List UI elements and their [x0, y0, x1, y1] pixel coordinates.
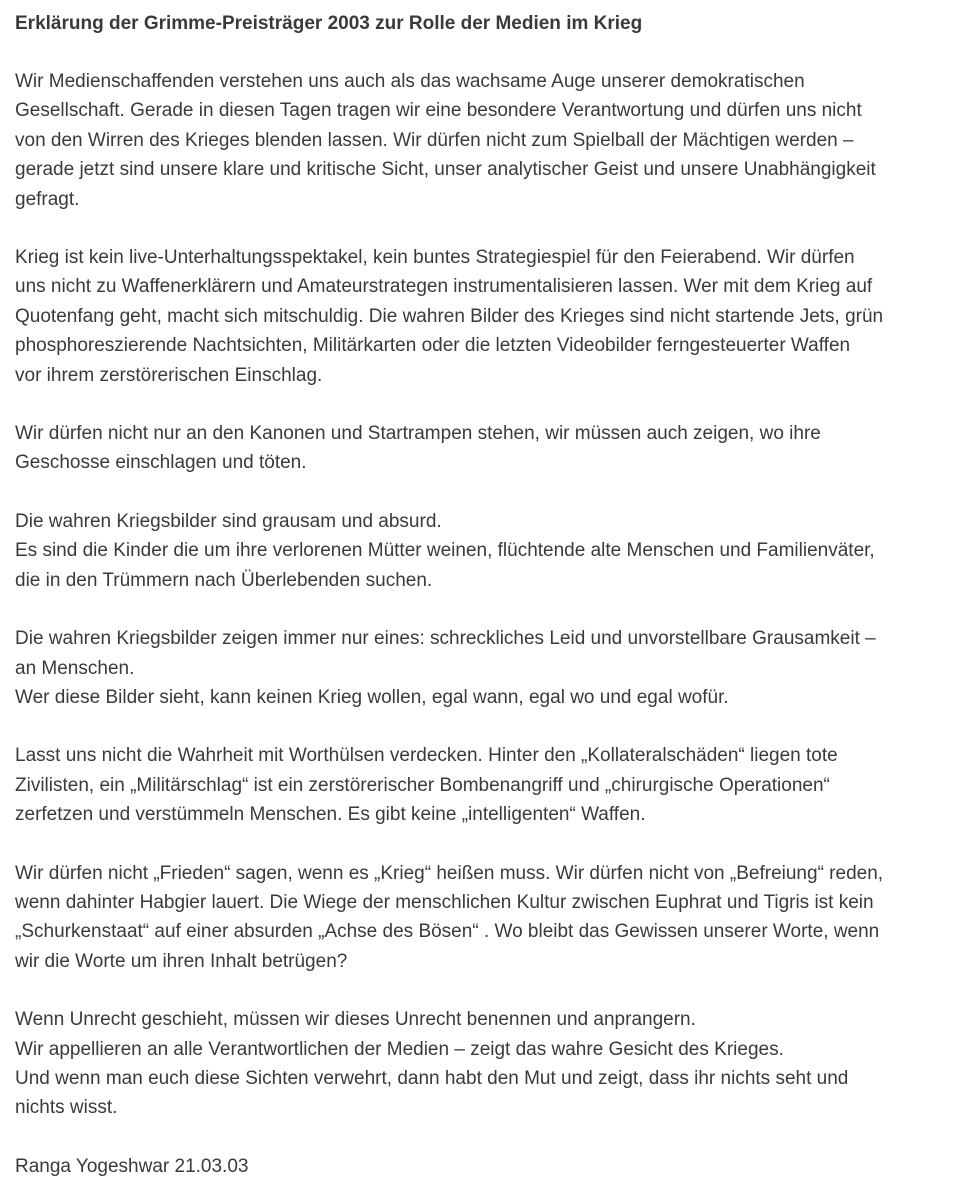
paragraph-line: Krieg ist kein live-Unterhaltungsspektakel, kein buntes Strategiespiel für den Feierabend. Wir dürfen: [15, 247, 855, 269]
document-title: Erklärung der Grimme-Preisträger 2003 zur Rolle der Medien im Krieg: [15, 13, 643, 34]
paragraph-line: an Menschen.: [15, 657, 135, 679]
paragraph: [15, 624, 965, 712]
paragraph-line: vor ihrem zerstörerischen Einschlag.: [15, 364, 323, 386]
paragraph: [15, 419, 965, 478]
paragraph-line: Gesellschaft. Gerade in diesen Tagen tragen wir eine besondere Verantwortung und dürfen uns nicht: [15, 100, 862, 122]
document-body: [15, 67, 965, 1123]
paragraph-line: Wir dürfen nicht „Frieden“ sagen, wenn es „Krieg“ heißen muss. Wir dürfen nicht von „Befreiung“ reden,: [15, 862, 884, 884]
paragraph-line: phosphoreszierende Nachtsichten, Militärkarten oder die letzten Videobilder ferngesteuerter Waffen: [15, 335, 851, 357]
signature: Ranga Yogeshwar 21.03.03: [15, 1155, 249, 1177]
paragraph-line: Geschosse einschlagen und töten.: [15, 452, 307, 474]
paragraph: [15, 859, 965, 977]
paragraph: [15, 507, 965, 595]
paragraph: [15, 67, 965, 214]
paragraph-line: Wer diese Bilder sieht, kann keinen Krieg wollen, egal wann, egal wo und egal wofür.: [15, 686, 729, 708]
paragraph-line: Wenn Unrecht geschieht, müssen wir dieses Unrecht benennen und anprangern.: [15, 1009, 696, 1031]
paragraph-line: von den Wirren des Krieges blenden lassen. Wir dürfen nicht zum Spielball der Mächtigen werden –: [15, 129, 854, 151]
paragraph-line: gefragt.: [15, 188, 80, 210]
paragraph: [15, 1005, 965, 1123]
paragraph-line: wenn dahinter Habgier lauert. Die Wiege der menschlichen Kultur zwischen Euphrat und Tigris ist kein: [15, 891, 874, 913]
paragraph-line: Wir appellieren an alle Verantwortlichen der Medien – zeigt das wahre Gesicht des Krieges.: [15, 1038, 784, 1060]
paragraph-line: Wir Medienschaffenden verstehen uns auch als das wachsame Auge unserer demokratischen: [15, 71, 805, 92]
paragraph-line: wir die Worte um ihren Inhalt betrügen?: [15, 950, 348, 972]
paragraph-line: nichts wisst.: [15, 1097, 118, 1119]
paragraph-line: Die wahren Kriegsbilder sind grausam und absurd.: [15, 510, 442, 532]
paragraph-line: Wir dürfen nicht nur an den Kanonen und Startrampen stehen, wir müssen auch zeigen, wo ihre: [15, 423, 821, 445]
paragraph: [15, 741, 965, 829]
paragraph-line: Die wahren Kriegsbilder zeigen immer nur eines: schreckliches Leid und unvorstellbare Grausamkeit –: [15, 628, 876, 650]
paragraph-line: Und wenn man euch diese Sichten verwehrt, dann habt den Mut und zeigt, dass ihr nichts seht und: [15, 1067, 849, 1089]
paragraph-line: Quotenfang geht, macht sich mitschuldig. Die wahren Bilder des Krieges sind nicht startende Jets, grün: [15, 305, 884, 327]
paragraph-line: Es sind die Kinder die um ihre verlorenen Mütter weinen, flüchtende alte Menschen und Familienväter,: [15, 540, 875, 562]
paragraph-line: gerade jetzt sind unsere klare und kritische Sicht, unser analytischer Geist und unsere Unabhängigkeit: [15, 159, 876, 181]
paragraph-line: uns nicht zu Waffenerklärern und Amateurstrategen instrumentalisieren lassen. Wer mit dem Krieg auf: [15, 276, 873, 298]
paragraph-line: Zivilisten, ein „Militärschlag“ ist ein zerstörerischer Bombenangriff und „chirurgische Operationen“: [15, 774, 830, 796]
paragraph-line: Lasst uns nicht die Wahrheit mit Worthülsen verdecken. Hinter den „Kollateralschäden“ liegen tote: [15, 745, 838, 767]
paragraph-line: „Schurkenstaat“ auf einer absurden „Achse des Bösen“ . Wo bleibt das Gewissen unserer Worte, wenn: [15, 921, 880, 943]
paragraph: [15, 243, 965, 390]
paragraph-line: zerfetzen und verstümmeln Menschen. Es gibt keine „intelligenten“ Waffen.: [15, 804, 646, 826]
paragraph-line: die in den Trümmern nach Überlebenden suchen.: [15, 569, 433, 591]
